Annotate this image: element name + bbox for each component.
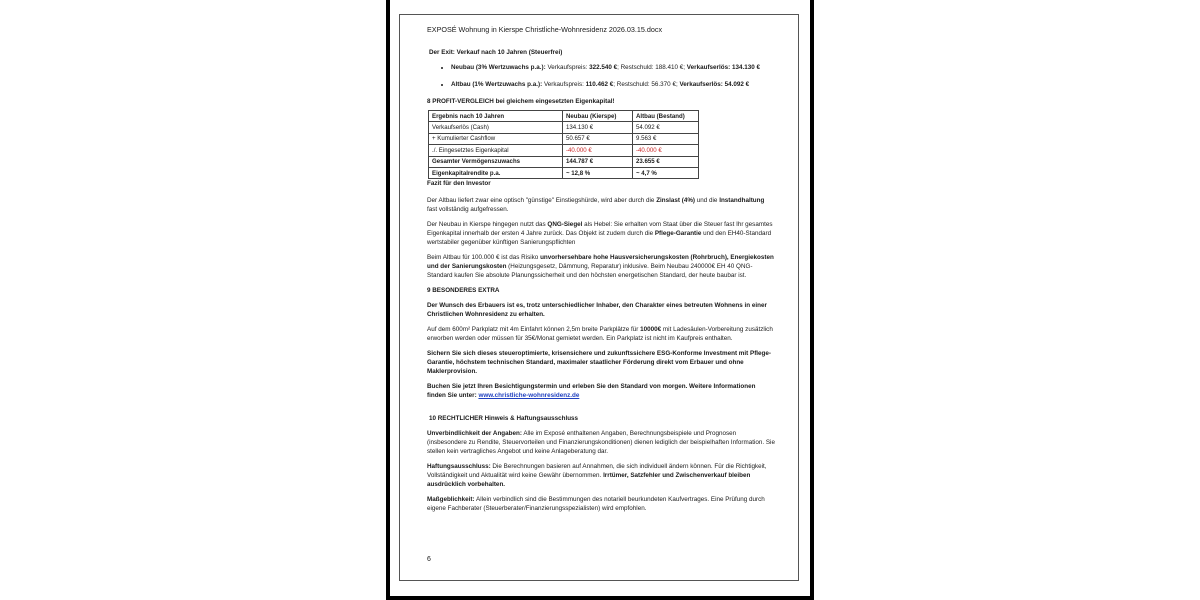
profit-comparison-table: [428, 110, 699, 179]
table-cell: -40.000 €: [633, 145, 699, 156]
section-9-paragraph-2: Auf dem 600m² Parkplatz mit 4m Einfahrt können 2,5m breite Parkplätze für 10000€ mit Ladesäulen-Vorbereitung zusätzlich erworben werden oder müssen für 35€/Monat gemietet werden. Ein Parkplatz ist nicht im Kaufpreis enthalten.: [427, 326, 773, 343]
table-cell: 50.657 €: [563, 133, 633, 144]
table-cell: + Kumulierter Cashflow: [429, 133, 563, 144]
list-item: • Neubau (3% Wertzuwachs p.a.): Verkaufspreis: 322.540 €; Restschuld: 188.410 €; Verkaufserlös: 134.130 €: [451, 63, 775, 72]
section-10-paragraph-2: Haftungsausschluss: Die Berechnungen basieren auf Annahmen, die sich individuell ändern können. Für die Richtigkeit, Vollständigkeit und Aktualität wird keine Gewähr übernommen. Irrtümer, Satzfehler und Zwischenverkauf bleiben ausdrücklich vorbehalten.: [427, 463, 767, 489]
table-cell: Eigenkapitalrendite p.a.: [429, 167, 563, 178]
table-cell: Gesamter Vermögenszuwachs: [429, 156, 563, 167]
table-row: [429, 156, 699, 167]
table-cell: 54.092 €: [633, 122, 699, 133]
section-9-paragraph-4: Buchen Sie jetzt Ihren Besichtigungstermin und erleben Sie den Standard von morgen. Weitere Informationen finden Sie unter: www.christliche-wohnresidenz.de: [427, 383, 756, 400]
table-cell: 23.655 €: [633, 156, 699, 167]
exit-bullet-list: [427, 63, 775, 89]
section-9-heading: 9 BESONDERES EXTRA: [427, 287, 500, 295]
table-header: Neubau (Kierspe): [563, 111, 633, 122]
table-cell: 9.563 €: [633, 133, 699, 144]
table-cell: ~ 4,7 %: [633, 167, 699, 178]
table-cell: ~ 12,8 %: [563, 167, 633, 178]
fazit-paragraph-1: Der Altbau liefert zwar eine optisch "günstige" Einstiegshürde, wird aber durch die Zinslast (4%) und die Instandhaltung fast vollständig aufgefressen.: [427, 197, 765, 214]
website-link[interactable]: www.christliche-wohnresidenz.de: [478, 392, 580, 400]
fazit-paragraph-3: Beim Altbau für 100.000 € ist das Risiko unvorhersehbare hohe Hausversicherungskosten (Rohrbruch), Energiekosten und der Sanierungskosten (Heizungsgesetz, Dämmung, Reparatur) inklusive. Beim Neubau 240000€ EH 40 QNG-Standard kaufen Sie absolute Planungssicherheit und den höchsten energetischen Standard, der heute baubar ist.: [427, 254, 774, 280]
section-10-paragraph-3: Maßgeblichkeit: Allein verbindlich sind die Bestimmungen des notariell beurkundeten Kaufvertrages. Eine Prüfung durch eigene Fachberater (Steuerberater/Finanzierungsspezialisten) wird empfohlen.: [427, 496, 765, 513]
table-cell: -40.000 €: [563, 145, 633, 156]
section-9-paragraph-1: Der Wunsch des Erbauers ist es, trotz unterschiedlicher Inhaber, den Charakter eines betreuten Wohnens in einer Christlichen Wohnresidenz zu erhalten.: [427, 302, 767, 319]
table-row: [429, 122, 699, 133]
table-row: [429, 133, 699, 144]
section-10-heading: 10 RECHTLICHER Hinweis & Haftungsausschluss: [429, 415, 579, 423]
table-cell: 144.787 €: [563, 156, 633, 167]
table-header-row: [429, 111, 699, 122]
table-row: [429, 145, 699, 156]
list-item: • Altbau (1% Wertzuwachs p.a.): Verkaufspreis: 110.462 €; Restschuld: 56.370 €; Verkaufserlös: 54.092 €: [451, 80, 775, 89]
fazit-paragraph-2: Der Neubau in Kierspe hingegen nutzt das QNG-Siegel als Hebel: Sie erhalten vom Staat über die Steuer fast Ihr gesamtes Eigenkapital innerhalb der ersten 4 Jahre zurück. Das Objekt ist zudem durch die Pflege-Garantie und den EH40-Standard wertstabiler gegenüber künftigen Sanierungspflichten: [427, 221, 773, 247]
table-row: [429, 167, 699, 178]
table-cell: 134.130 €: [563, 122, 633, 133]
bullet-label: Altbau (1% Wertzuwachs p.a.):: [451, 81, 543, 88]
table-cell: Verkaufserlös (Cash): [429, 122, 563, 133]
fazit-heading: Fazit für den Investor: [427, 180, 491, 188]
exit-heading: Der Exit: Verkauf nach 10 Jahren (Steuerfrei): [429, 49, 563, 56]
document-page: [399, 14, 799, 581]
section-9-paragraph-3: Sichern Sie sich dieses steueroptimierte, krisensichere und zukunftssichere ESG-Konforme Investment mit Pflege-Garantie, höchstem technischen Standard, maximaler staatlicher Förderung direkt vom Erbauer und ohne Maklerprovision.: [427, 350, 771, 376]
page-content: [427, 25, 775, 519]
table-header: Ergebnis nach 10 Jahren: [429, 111, 563, 122]
document-header: EXPOSÉ Wohnung in Kierspe Christliche-Wohnresidenz 2026.03.15.docx: [427, 25, 663, 34]
table-header: Altbau (Bestand): [633, 111, 699, 122]
section-10-paragraph-1: Unverbindlichkeit der Angaben: Alle im Exposé enthaltenen Angaben, Berechnungsbeispiele und Prognosen (insbesondere zu Rendite, Steuervorteilen und Finanzierungskonditionen) dienen lediglich der beispielhaften Information. Sie stellen kein vertragliches Angebot und keine Anlageberatung dar.: [427, 430, 775, 456]
table-cell: ./. Eingesetztes Eigenkapital: [429, 145, 563, 156]
section-8-heading: 8 PROFIT-VERGLEICH bei gleichem eingesetzten Eigenkapital!: [427, 98, 615, 105]
bullet-label: Neubau (3% Wertzuwachs p.a.):: [451, 64, 546, 71]
page-number: 6: [427, 556, 431, 563]
